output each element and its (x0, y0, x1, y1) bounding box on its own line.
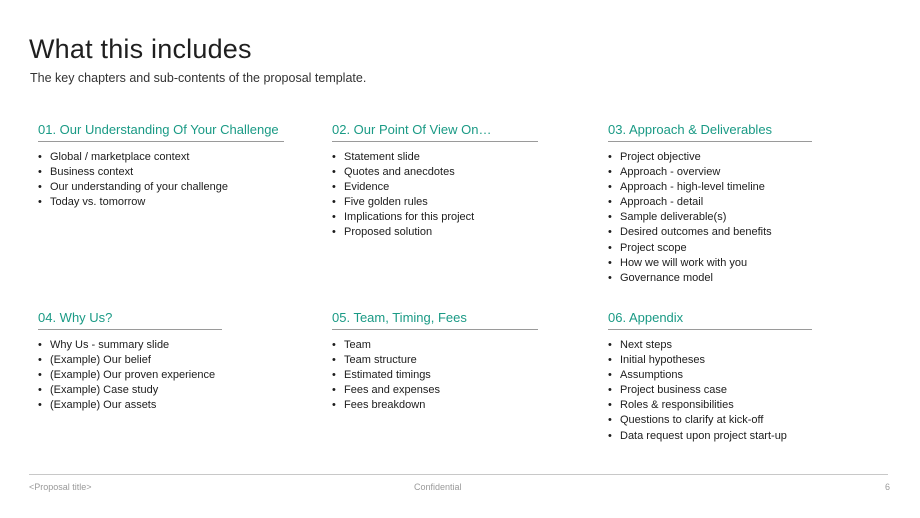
section-heading: 06. Appendix (608, 310, 812, 330)
list-item: • Evidence (332, 180, 538, 195)
section-list (332, 150, 538, 241)
section-point-of-view (332, 122, 538, 241)
list-item: • Estimated timings (332, 368, 538, 383)
list-item: • Fees and expenses (332, 383, 538, 398)
list-item: • Next steps (608, 338, 812, 353)
list-item: • Quotes and anecdotes (332, 165, 538, 180)
section-list (332, 338, 538, 413)
section-heading: 01. Our Understanding Of Your Challenge (38, 122, 284, 142)
section-list (608, 150, 812, 286)
list-item: • Our understanding of your challenge (38, 180, 284, 195)
list-item: • Why Us - summary slide (38, 338, 222, 353)
section-heading: 02. Our Point Of View On… (332, 122, 538, 142)
list-item: • Sample deliverable(s) (608, 210, 812, 225)
section-why-us (38, 310, 222, 413)
footer-divider (29, 474, 888, 475)
list-item: • (Example) Our assets (38, 398, 222, 413)
section-list (38, 150, 284, 210)
list-item: • Approach - overview (608, 165, 812, 180)
list-item: • Business context (38, 165, 284, 180)
list-item: • Global / marketplace context (38, 150, 284, 165)
list-item: • Roles & responsibilities (608, 398, 812, 413)
list-item: • Approach - high-level timeline (608, 180, 812, 195)
list-item: • Statement slide (332, 150, 538, 165)
list-item: • Assumptions (608, 368, 812, 383)
list-item: • Team (332, 338, 538, 353)
slide-title: What this includes (29, 34, 252, 64)
list-item: • (Example) Our proven experience (38, 368, 222, 383)
section-heading: 03. Approach & Deliverables (608, 122, 812, 142)
list-item: • Project objective (608, 150, 812, 165)
section-list (608, 338, 812, 444)
list-item: • Project scope (608, 241, 812, 256)
list-item: • Today vs. tomorrow (38, 195, 284, 210)
list-item: • Data request upon project start-up (608, 429, 812, 444)
list-item: • Initial hypotheses (608, 353, 812, 368)
list-item: • (Example) Our belief (38, 353, 222, 368)
section-appendix (608, 310, 812, 444)
list-item: • Implications for this project (332, 210, 538, 225)
section-list (38, 338, 222, 413)
section-heading: 04. Why Us? (38, 310, 222, 330)
slide-subtitle: The key chapters and sub-contents of the proposal template. (30, 71, 367, 85)
list-item: • Approach - detail (608, 195, 812, 210)
footer-page-number: 6 (885, 482, 891, 492)
list-item: • How we will work with you (608, 256, 812, 271)
footer-proposal-title: <Proposal title> (29, 482, 92, 492)
list-item: • Proposed solution (332, 225, 538, 240)
list-item: • Project business case (608, 383, 812, 398)
list-item: • Team structure (332, 353, 538, 368)
list-item: • (Example) Case study (38, 383, 222, 398)
list-item: • Questions to clarify at kick-off (608, 413, 812, 428)
section-understanding (38, 122, 284, 210)
list-item: • Governance model (608, 271, 812, 286)
section-heading: 05. Team, Timing, Fees (332, 310, 538, 330)
list-item: • Fees breakdown (332, 398, 538, 413)
list-item: • Five golden rules (332, 195, 538, 210)
list-item: • Desired outcomes and benefits (608, 225, 812, 240)
section-approach (608, 122, 812, 286)
section-team-timing-fees (332, 310, 538, 413)
footer-confidential: Confidential (414, 482, 462, 492)
